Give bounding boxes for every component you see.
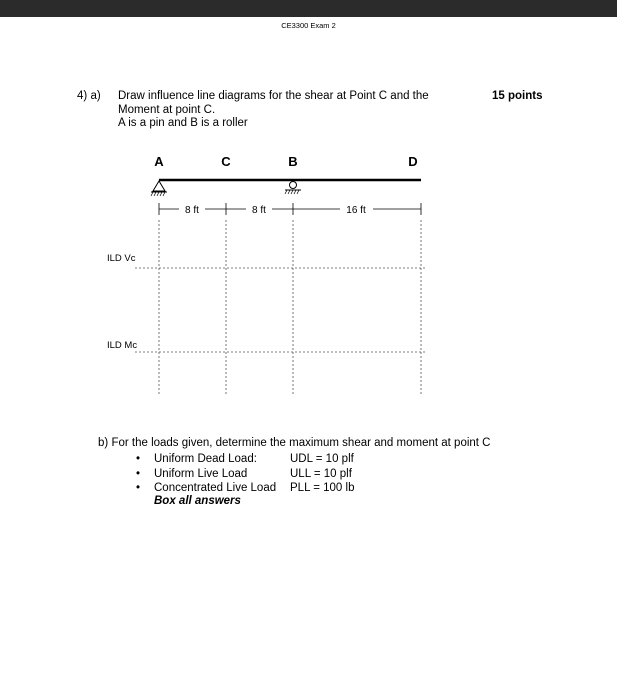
load-value: PLL = 100 lb [290,482,355,494]
pin-support-icon [151,181,167,196]
roller-support-icon [285,182,301,195]
dimension-label-bd: 16 ft [346,205,366,216]
load-label: Uniform Live Load [154,467,248,480]
part-b-prompt: b) For the loads given, determine the maximum shear and moment at point C [98,437,491,449]
ild-mc-label: ILD Mc [107,340,138,351]
page-header: CE3300 Exam 2 [281,21,336,30]
bullet-icon: • [136,482,141,494]
question-line-1: Draw influence line diagrams for the shear at Point C and the [118,90,429,102]
points-label: 15 points [492,90,543,102]
point-label-d: D [408,154,418,169]
bullet-icon: • [136,453,141,465]
point-label-b: B [288,154,298,169]
dimension-label-cb: 8 ft [252,205,266,216]
bullet-icon: • [136,467,141,480]
dimension-label-ac: 8 ft [185,205,199,216]
ild-vc-label: ILD Vc [107,253,136,264]
load-label: Concentrated Live Load [154,482,277,494]
question-line-3: A is a pin and B is a roller [118,117,248,129]
point-label-c: C [221,154,231,169]
load-label: Uniform Dead Load: [154,453,257,465]
question-number: 4) a) [77,90,101,102]
vertical-guide-lines [159,220,421,394]
point-label-a: A [154,154,164,169]
box-answers-note: Box all answers [154,495,241,507]
load-value: ULL = 10 plf [290,467,352,480]
question-line-2: Moment at point C. [118,103,216,116]
load-value: UDL = 10 plf [290,453,354,465]
